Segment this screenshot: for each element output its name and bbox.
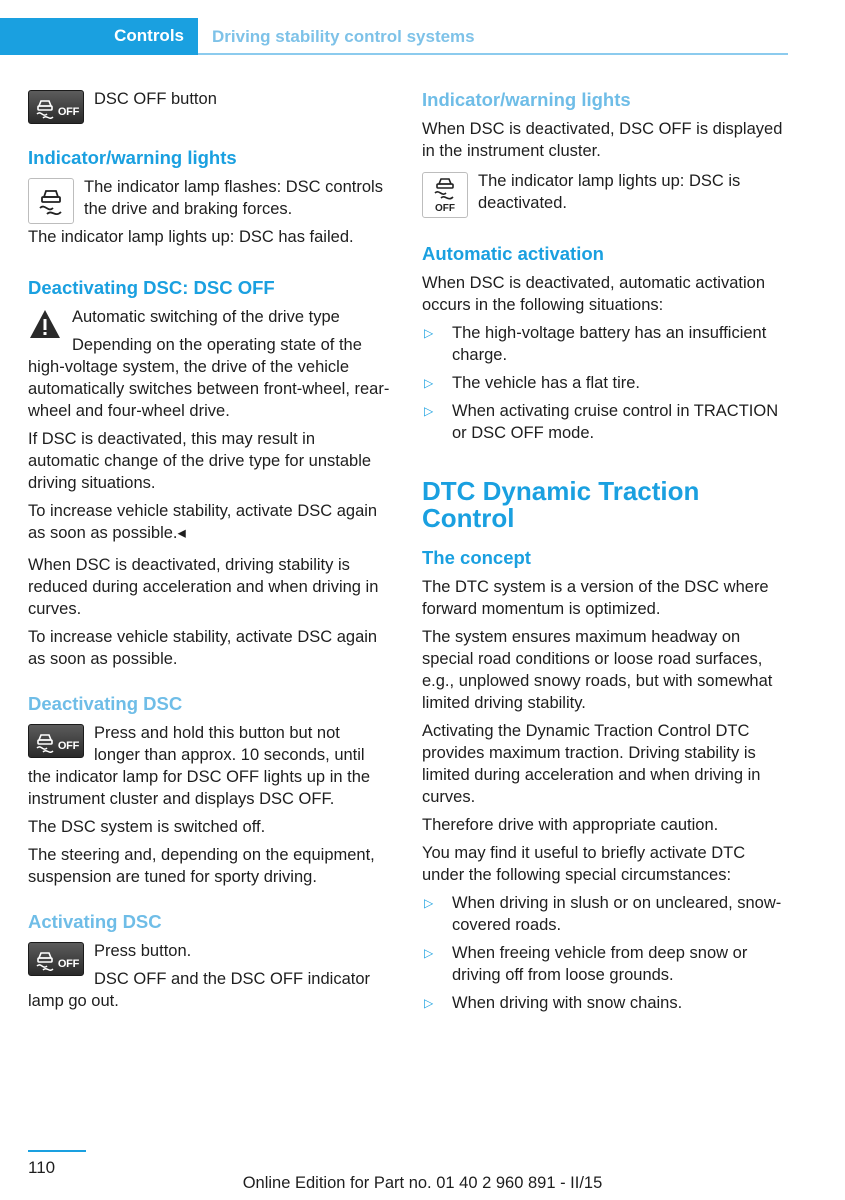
warning-triangle-icon bbox=[28, 308, 62, 340]
indicator-lamp-row bbox=[28, 176, 390, 254]
switched-off-text: The DSC system is switched off. bbox=[28, 818, 266, 836]
footer-divider bbox=[28, 1150, 86, 1152]
skidding-car-icon bbox=[35, 185, 67, 217]
concept-heading: The concept bbox=[422, 547, 531, 568]
header-divider bbox=[198, 53, 788, 55]
press-hold-text: Press and hold this button but not longer than approx. 10 seconds, until the indicator lamp for DSC OFF lights up in the instrument cluster and displays DSC OFF. bbox=[28, 724, 371, 808]
off-label: OFF bbox=[57, 958, 79, 970]
off-label: OFF bbox=[57, 106, 79, 118]
activating-dsc-heading: Activating DSC bbox=[28, 911, 162, 932]
concept-paragraph-2: The system ensures maximum headway on special road conditions or loose road surfaces, e.g., unplowed snowy roads, but with somewhat limited driving stability. bbox=[422, 628, 773, 712]
concept-paragraph-1: The DTC system is a version of the DSC where forward momentum is optimized. bbox=[422, 578, 769, 618]
concept-paragraph-5: You may find it useful to briefly activate DTC under the following special circumstances: bbox=[422, 844, 746, 884]
indicator-heading-left: Indicator/warning lights bbox=[28, 147, 237, 168]
stability-reduced-text: When DSC is deactivated, driving stability is reduced during acceleration and when driving in curves. bbox=[28, 556, 379, 618]
lamp-lights-text: The indicator lamp lights up: DSC is deactivated. bbox=[478, 172, 741, 212]
dsc-off-button-icon bbox=[28, 90, 84, 124]
dtc-circumstances-list bbox=[422, 892, 784, 1014]
dtc-section-title: DTC Dynamic Traction Control bbox=[422, 476, 700, 533]
list-item: ▷ When driving in slush or on uncleared, snow-covered roads. bbox=[424, 894, 782, 934]
skidding-car-off-icon bbox=[430, 176, 460, 214]
dsc-off-button-caption: DSC OFF button bbox=[94, 90, 217, 108]
warning-paragraph-3: To increase vehicle stability, activate DSC again as soon as possible.◂ bbox=[28, 502, 378, 542]
list-item: ▷ When freeing vehicle from deep snow or driving off from loose grounds. bbox=[424, 944, 748, 984]
list-item: ▷ When activating cruise control in TRACTION or DSC OFF mode. bbox=[424, 402, 779, 442]
bullet-triangle-icon: ▷ bbox=[424, 326, 434, 340]
header-section-title: Driving stability control systems bbox=[212, 27, 475, 46]
edition-note: Online Edition for Part no. 01 40 2 960 891 - II/15 bbox=[242, 1174, 603, 1192]
warning-title: Automatic switching of the drive type bbox=[72, 308, 340, 326]
right-column bbox=[422, 88, 784, 1020]
header-tab bbox=[0, 18, 198, 55]
dsc-lamp-icon bbox=[28, 178, 74, 224]
increase-stability-text: To increase vehicle stability, activate DSC again as soon as possible. bbox=[28, 628, 378, 668]
list-item: ▷ The vehicle has a flat tire. bbox=[424, 374, 641, 392]
automatic-activation-intro: When DSC is deactivated, automatic activation occurs in the following situations: bbox=[422, 274, 765, 314]
concept-paragraph-3: Activating the Dynamic Traction Control DTC provides maximum traction. Driving stability is limited during acceleration and when driving in curves. bbox=[422, 722, 761, 806]
header-tab-label: Controls bbox=[114, 26, 184, 45]
indicator-flashes-text: The indicator lamp flashes: DSC controls the drive and braking forces. bbox=[84, 178, 383, 218]
bullet-triangle-icon: ▷ bbox=[424, 896, 434, 910]
dsc-off-button-icon bbox=[28, 724, 84, 758]
skidding-car-icon bbox=[34, 731, 56, 753]
bullet-triangle-icon: ▷ bbox=[424, 404, 434, 418]
dsc-off-lamp-row bbox=[422, 170, 784, 220]
go-out-text: DSC OFF and the DSC OFF indicator lamp go out. bbox=[28, 970, 370, 1010]
skidding-car-icon bbox=[34, 97, 56, 119]
bullet-triangle-icon: ▷ bbox=[424, 996, 434, 1010]
bullet-triangle-icon: ▷ bbox=[424, 946, 434, 960]
indicator-failed-text: The indicator lamp lights up: DSC has failed. bbox=[28, 228, 354, 246]
deactivating-dsc-heading: Deactivating DSC bbox=[28, 693, 183, 714]
steering-text: The steering and, depending on the equipment, suspension are tuned for sporty driving. bbox=[28, 846, 375, 886]
when-deactivated-text: When DSC is deactivated, DSC OFF is displayed in the instrument cluster. bbox=[422, 120, 783, 160]
off-label: OFF bbox=[57, 740, 79, 752]
skidding-car-icon bbox=[34, 949, 56, 971]
deactivating-dsc-off-heading: Deactivating DSC: DSC OFF bbox=[28, 277, 275, 298]
list-item: ▷ When driving with snow chains. bbox=[424, 994, 683, 1012]
press-hold-row bbox=[28, 722, 390, 816]
list-item: ▷ The high-voltage battery has an insufficient charge. bbox=[424, 324, 767, 364]
dsc-off-button-row bbox=[28, 88, 390, 124]
press-button-text: Press button. bbox=[94, 942, 192, 960]
warning-block bbox=[28, 306, 390, 428]
automatic-activation-list bbox=[422, 322, 784, 444]
concept-paragraph-4: Therefore drive with appropriate caution. bbox=[422, 816, 719, 834]
lamp-off-text: OFF bbox=[435, 203, 455, 214]
dsc-off-lamp-icon bbox=[422, 172, 468, 218]
bullet-triangle-icon: ▷ bbox=[424, 376, 434, 390]
automatic-activation-heading: Automatic activation bbox=[422, 243, 604, 264]
left-column bbox=[28, 88, 390, 1018]
indicator-heading-right: Indicator/warning lights bbox=[422, 89, 631, 110]
warning-paragraph-2: If DSC is deactivated, this may result in automatic change of the drive type for unstable driving situations. bbox=[28, 430, 372, 492]
page-number: 110 bbox=[28, 1158, 56, 1177]
warning-paragraph-1: Depending on the operating state of the high-voltage system, the drive of the vehicle automatically switches between front-wheel, rear-wheel and four-wheel drive. bbox=[28, 336, 390, 420]
dsc-off-button-icon bbox=[28, 942, 84, 976]
press-button-row bbox=[28, 940, 390, 1018]
